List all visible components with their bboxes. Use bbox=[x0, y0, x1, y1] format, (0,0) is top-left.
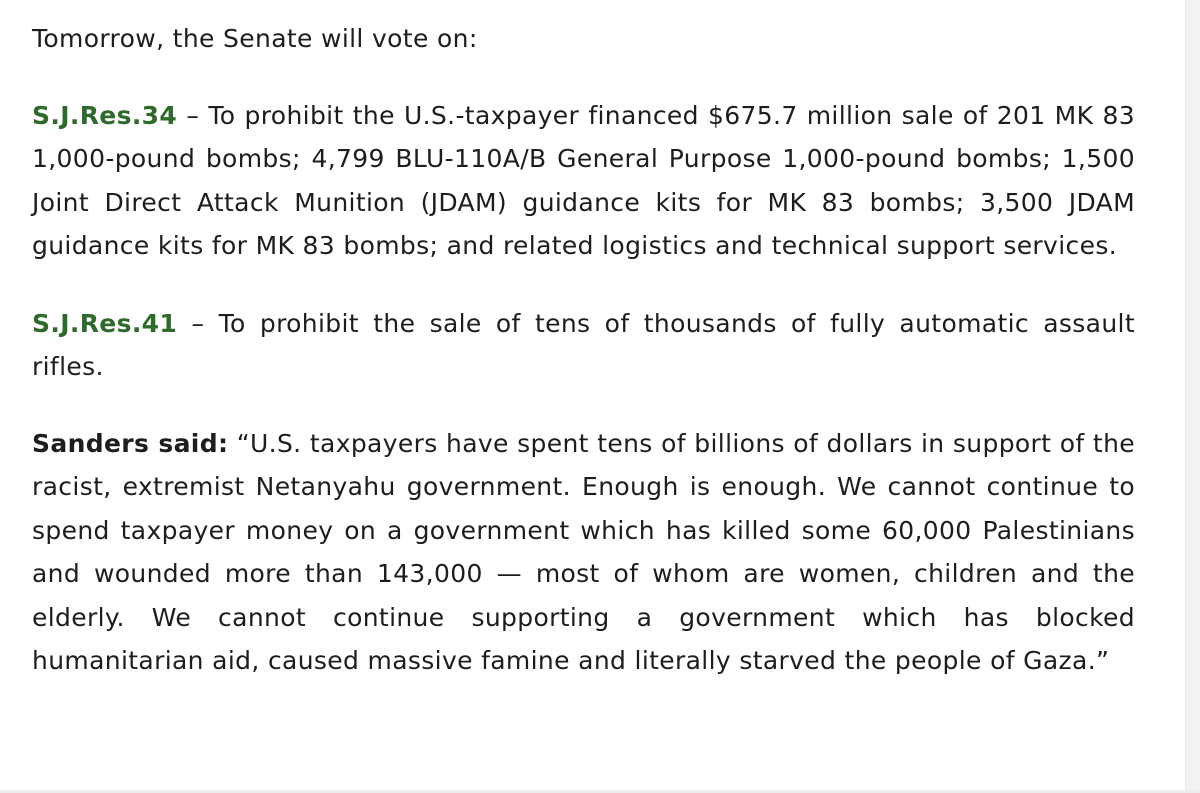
resolution-41-text: To prohibit the sale of tens of thousands of fully automatic assault rifles. bbox=[32, 308, 1135, 381]
quote-text: “U.S. taxpayers have spent tens of billions of dollars in support of the racist, extremist Netanyahu government. Enough is enough. We cannot continue to spend taxpayer money on a government which has killed some 60,000 Palestinians and wounded more than 143,000 — most of whom are women, children and the elderly. We cannot continue supporting a government which has blocked humanitarian aid, caused massive famine and literally starved the people of Gaza.” bbox=[32, 428, 1136, 675]
window-right-edge bbox=[1185, 0, 1200, 793]
separator-dash: – bbox=[177, 308, 219, 338]
resolution-34-paragraph bbox=[32, 94, 1135, 268]
bill-id-sjres34: S.J.Res.34 bbox=[32, 100, 178, 130]
quote-speaker: Sanders said: bbox=[32, 428, 229, 458]
bill-id-sjres41: S.J.Res.41 bbox=[32, 308, 178, 338]
resolution-34-text: To prohibit the U.S.-taxpayer financed $675.7 million sale of 201 MK 83 1,000-pound bombs; 4,799 BLU-110A/B General Purpose 1,000-pound bombs; 1,500 Joint Direct Attack Munition (JDAM) guidance kits for MK 83 bombs; 3,500 JDAM guidance kits for MK 83 bombs; and related logistics and technical support services. bbox=[32, 100, 1135, 260]
article-body bbox=[32, 17, 1135, 683]
separator-dash: – bbox=[177, 100, 209, 130]
intro-paragraph: Tomorrow, the Senate will vote on: bbox=[32, 24, 478, 53]
sanders-quote-paragraph bbox=[32, 422, 1135, 683]
resolution-41-paragraph bbox=[32, 302, 1135, 389]
